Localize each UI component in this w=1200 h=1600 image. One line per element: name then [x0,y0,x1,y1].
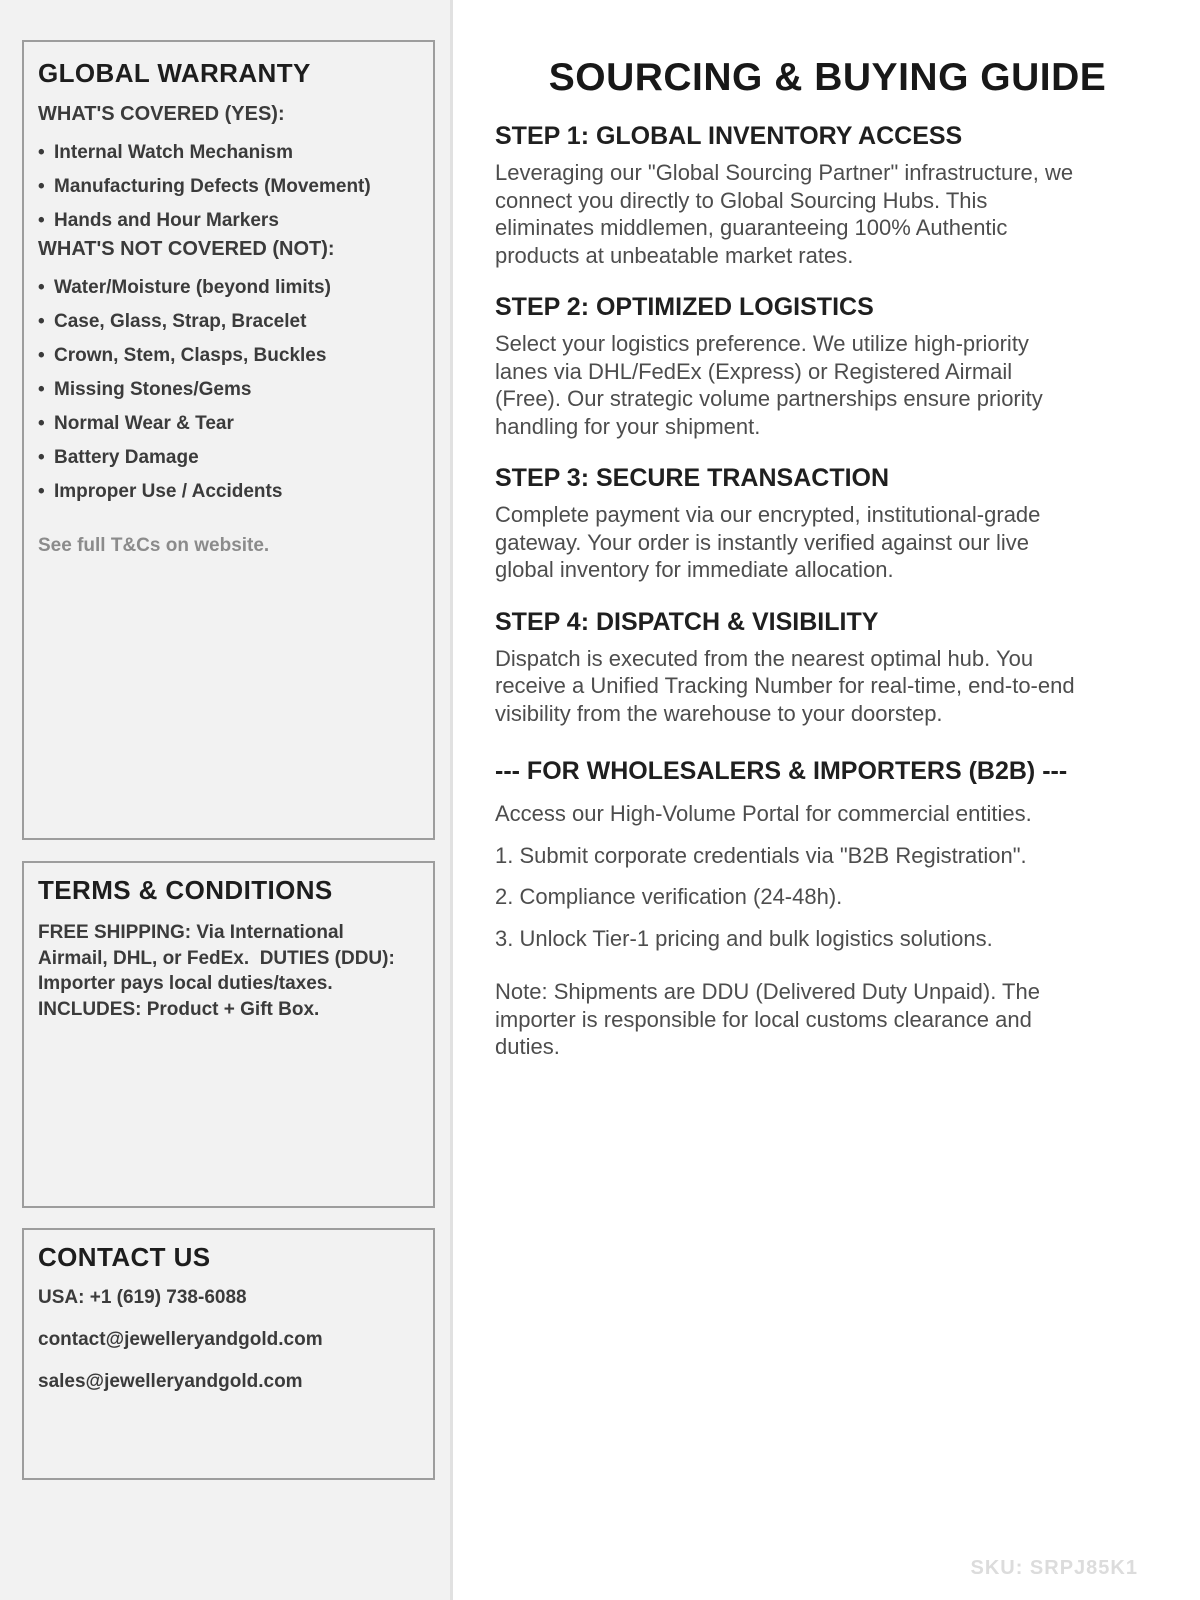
b2b-note: Note: Shipments are DDU (Delivered Duty Unpaid). The importer is responsible for local customs clearance and duties. [495,979,1040,1059]
contact-email-sales: sales@jewelleryandgold.com [38,1371,303,1392]
step-4-section [495,608,1075,728]
warranty-not-covered-heading: WHAT'S NOT COVERED (NOT): [38,238,335,260]
list-item: • Normal Wear & Tear [38,407,417,441]
main-content [453,0,1200,1600]
warranty-panel [22,40,435,840]
contact-phone: USA: +1 (619) 738-6088 [38,1287,247,1308]
list-item: • Internal Watch Mechanism [38,136,417,170]
terms-title: TERMS & CONDITIONS [38,875,333,905]
contact-email-primary: contact@jewelleryandgold.com [38,1329,323,1350]
warranty-not-covered-list [38,271,417,509]
page-title: SOURCING & BUYING GUIDE [548,56,1107,99]
b2b-item-3: 3. Unlock Tier-1 pricing and bulk logistics solutions. [495,925,993,951]
step-4-heading: STEP 4: DISPATCH & VISIBILITY [495,607,879,636]
sidebar [0,0,453,1600]
terms-panel [22,861,435,1208]
list-item: • Manufacturing Defects (Movement) [38,170,417,204]
warranty-covered-list [38,136,417,238]
warranty-covered-heading: WHAT'S COVERED (YES): [38,103,285,125]
b2b-intro: Access our High-Volume Portal for commercial entities. [495,801,1032,826]
b2b-item-1: 1. Submit corporate credentials via "B2B Registration". [495,842,1027,868]
list-item: • Water/Moisture (beyond limits) [38,271,417,305]
terms-body: FREE SHIPPING: Via International Airmail, DHL, or FedEx. DUTIES (DDU): Importer pays local duties/taxes. INCLUDES: Product + Gift Box. [38,922,401,1020]
list-item: • Improper Use / Accidents [38,475,417,509]
step-2-body: Select your logistics preference. We utilize high-priority lanes via DHL/FedEx (Express) or Registered Airmail (Free). Our strategic volume partnerships ensure priority handling for your shipment. [495,331,1043,439]
step-2-heading: STEP 2: OPTIMIZED LOGISTICS [495,293,874,321]
list-item: • Battery Damage [38,441,417,475]
list-item: • Crown, Stem, Clasps, Buckles [38,339,417,373]
sku-label: SKU: SRPJ85K1 [970,1557,1138,1579]
step-2-section [495,293,1075,440]
b2b-item-2: 2. Compliance verification (24-48h). [495,884,843,909]
step-1-section [495,122,1075,269]
step-3-body: Complete payment via our encrypted, institutional-grade gateway. Your order is instantly verified against our live global inventory for immediate allocation. [495,502,1041,582]
list-item: • Hands and Hour Markers [38,204,417,238]
step-1-heading: STEP 1: GLOBAL INVENTORY ACCESS [495,122,963,150]
b2b-heading: --- FOR WHOLESALERS & IMPORTERS (B2B) --- [495,757,1068,785]
list-item: • Missing Stones/Gems [38,373,417,407]
warranty-title: GLOBAL WARRANTY [38,58,311,88]
step-3-heading: STEP 3: SECURE TRANSACTION [495,464,890,492]
contact-panel [22,1228,435,1480]
step-3-section [495,464,1075,584]
step-4-body: Dispatch is executed from the nearest optimal hub. You receive a Unified Tracking Number for real-time, end-to-end visibility from the warehouse to your doorstep. [495,645,1075,726]
warranty-footnote: See full T&Cs on website. [38,535,270,556]
b2b-section [495,757,1095,1061]
step-1-body: Leveraging our "Global Sourcing Partner" infrastructure, we connect you directly to Global Sourcing Hubs. This eliminates middlemen, guaranteeing 100% Authentic products at unbeatable market rates. [495,160,1074,268]
list-item: • Case, Glass, Strap, Bracelet [38,305,417,339]
contact-title: CONTACT US [38,1242,211,1272]
